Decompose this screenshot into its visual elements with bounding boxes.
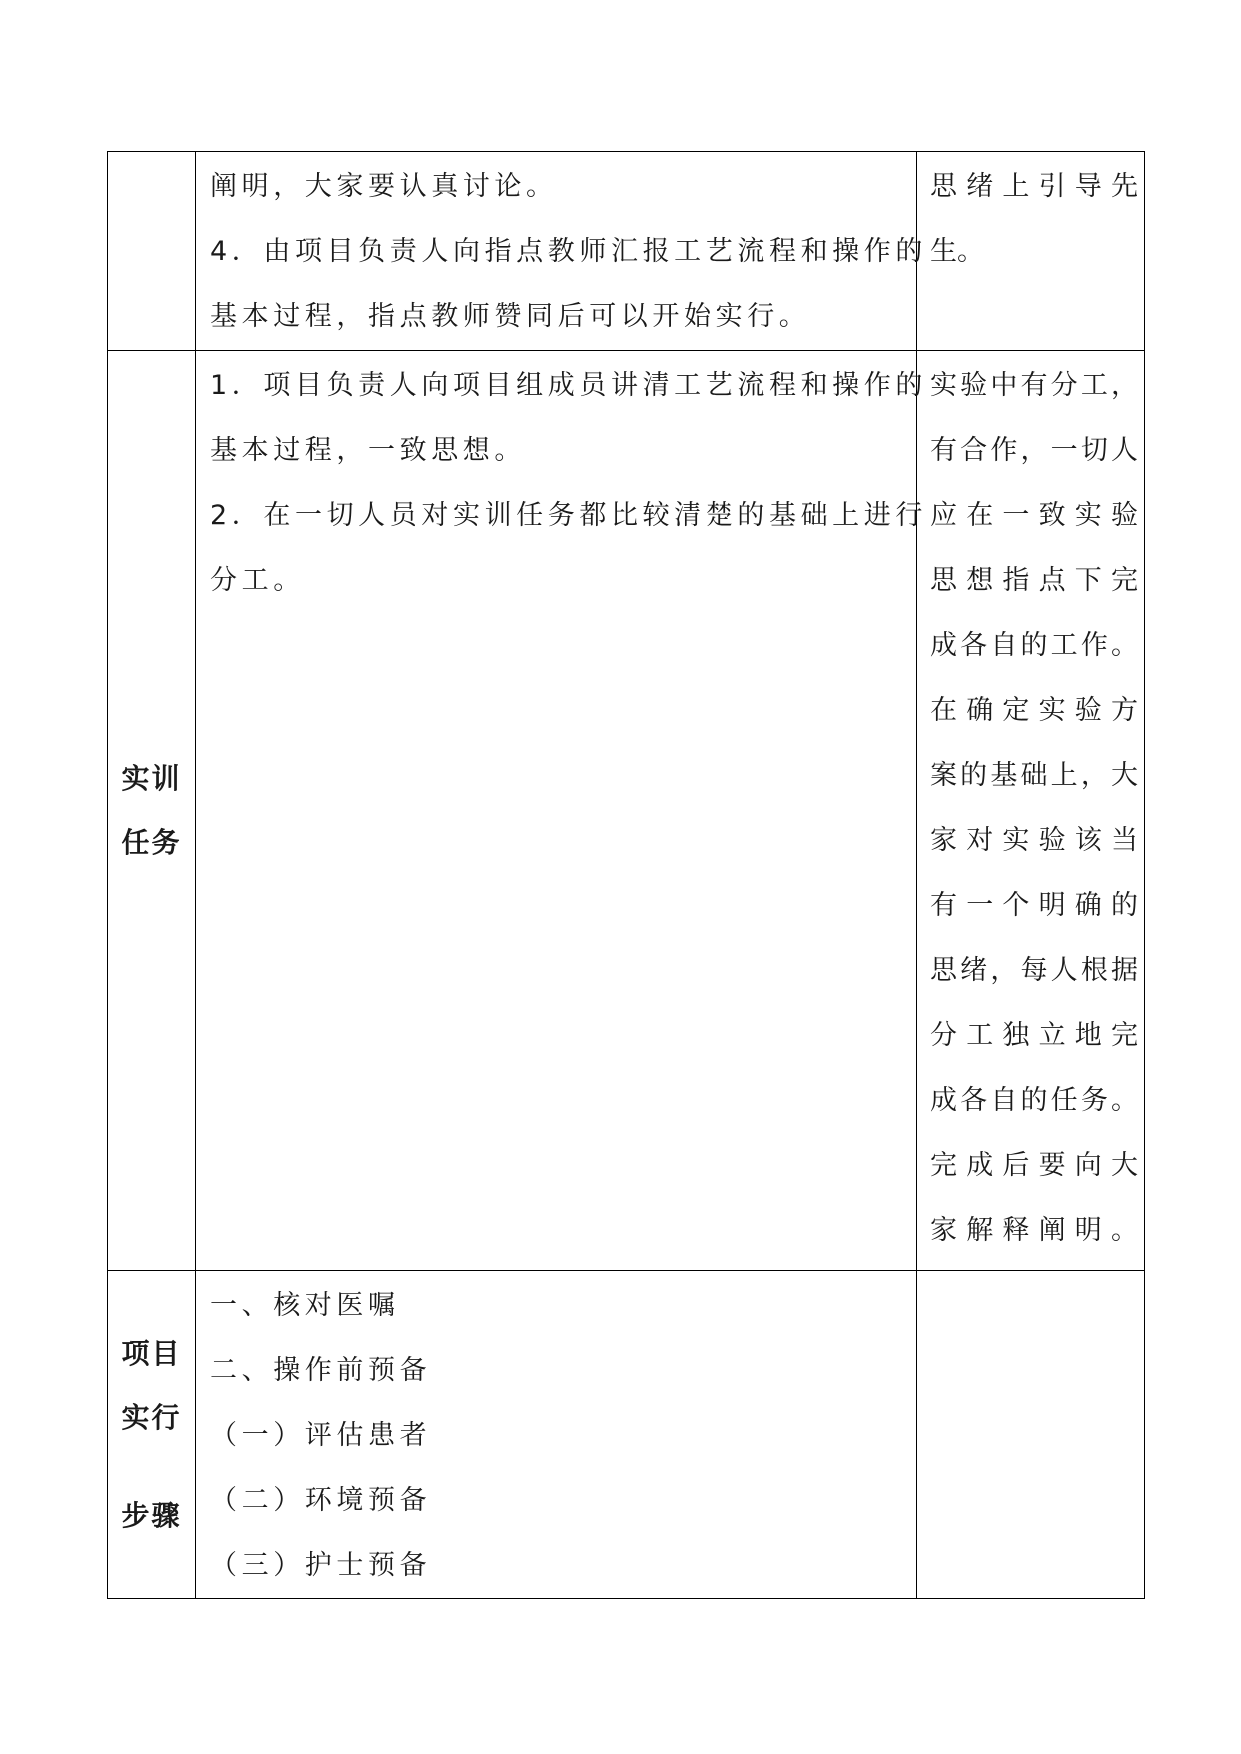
content-line: （一）评估患者 — [210, 1420, 432, 1451]
note-line: 案的基础上，大 — [930, 760, 1138, 791]
table-row — [108, 152, 1145, 351]
note-cell — [917, 152, 1145, 351]
content-line: 1．项目负责人向项目组成员讲清工艺流程和操作的 — [210, 370, 927, 401]
note-line: 生。 — [930, 236, 984, 267]
note-line: 家解释阐明。 — [930, 1215, 1138, 1246]
label-spacer — [108, 1450, 195, 1484]
row-label: 项目 — [121, 1336, 182, 1370]
content-line: 一、核对医嘱 — [210, 1290, 400, 1321]
content-line: 分工。 — [210, 565, 305, 596]
note-line: 在确定实验方 — [930, 695, 1138, 726]
note-line: 分工独立地完 — [930, 1020, 1138, 1051]
table-row — [108, 1271, 1145, 1599]
row-label-cell — [108, 1271, 196, 1599]
note-line: 成各自的任务。 — [930, 1085, 1138, 1116]
row-label: 实训 — [121, 761, 182, 795]
note-line: 思绪，每人根据 — [930, 955, 1138, 986]
note-cell — [917, 351, 1145, 1271]
content-line: 基本过程，一致思想。 — [210, 435, 526, 466]
content-line: （三）护士预备 — [210, 1550, 432, 1581]
note-line: 思想指点下完 — [930, 565, 1138, 596]
note-line: 有一个明确的 — [930, 890, 1138, 921]
table-row — [108, 351, 1145, 1271]
training-plan-table — [107, 151, 1145, 1599]
note-line: 实验中有分工， — [930, 370, 1138, 401]
note-line: 完成后要向大 — [930, 1150, 1138, 1181]
note-line: 思绪上引导先 — [930, 171, 1138, 202]
content-line: 二、操作前预备 — [210, 1355, 432, 1386]
content-cell — [196, 152, 927, 351]
note-line: 家对实验该当 — [930, 825, 1138, 856]
content-line: 基本过程，指点教师赞同后可以开始实行。 — [210, 301, 811, 332]
row-label-cell — [108, 152, 196, 351]
note-line: 成各自的工作。 — [930, 630, 1138, 661]
content-cell — [196, 1271, 917, 1599]
content-line: 阐明，大家要认真讨论。 — [210, 171, 558, 202]
content-cell — [196, 351, 927, 1271]
content-line: 4．由项目负责人向指点教师汇报工艺流程和操作的 — [210, 236, 927, 267]
row-label-cell — [108, 351, 196, 1271]
row-label: 步骤 — [121, 1498, 182, 1532]
content-line: 2．在一切人员对实训任务都比较清楚的基础上进行 — [210, 500, 927, 531]
row-label: 任务 — [121, 825, 182, 859]
note-line: 有合作，一切人 — [930, 435, 1138, 466]
note-cell — [917, 1271, 1145, 1599]
row-label: 实行 — [121, 1400, 182, 1434]
content-line: （二）环境预备 — [210, 1485, 432, 1516]
note-line: 应在一致实验 — [930, 500, 1138, 531]
